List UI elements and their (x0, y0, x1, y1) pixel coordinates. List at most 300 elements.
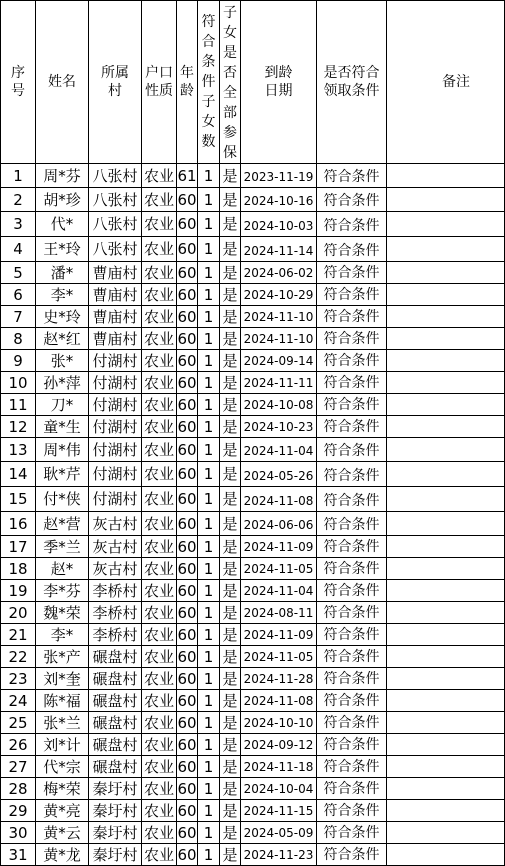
cell-name: 季*兰 (36, 536, 89, 558)
cell-eligible: 符合条件 (317, 394, 387, 416)
cell-eligible: 符合条件 (317, 306, 387, 328)
cell-remark (387, 844, 505, 866)
cell-insured: 是 (220, 372, 241, 394)
cell-village: 八张村 (89, 188, 142, 212)
table-row (1, 438, 505, 462)
cell-remark (387, 188, 505, 212)
cell-children: 1 (198, 602, 220, 624)
cell-children: 1 (198, 778, 220, 800)
table-row (1, 800, 505, 822)
cell-name: 代* (36, 212, 89, 237)
cell-eligible: 符合条件 (317, 734, 387, 756)
cell-remark (387, 646, 505, 668)
cell-insured: 是 (220, 536, 241, 558)
cell-remark (387, 487, 505, 512)
cell-insured: 是 (220, 438, 241, 462)
cell-seq: 1 (1, 164, 36, 188)
cell-children: 1 (198, 262, 220, 284)
cell-age: 60 (177, 395, 197, 414)
table-row (1, 394, 505, 416)
table-row (1, 164, 505, 188)
table-row (1, 306, 505, 328)
cell-insured: 是 (220, 237, 241, 262)
cell-age: 60 (177, 487, 198, 512)
cell-eligible: 符合条件 (317, 624, 387, 646)
cell-children: 1 (198, 646, 220, 668)
cell-remark (387, 164, 505, 188)
cell-date: 2023-11-19 (241, 164, 317, 188)
cell-insured: 是 (220, 328, 241, 350)
cell-remark (387, 668, 505, 690)
cell-village: 碾盘村 (89, 756, 142, 778)
cell-name: 魏*荣 (36, 602, 89, 624)
cell-eligible: 符合条件 (317, 668, 387, 690)
cell-age: 60 (177, 691, 197, 710)
cell-seq: 2 (1, 188, 36, 212)
cell-name: 刘*奎 (36, 668, 89, 690)
cell-date: 2024-10-23 (241, 416, 317, 438)
cell-age: 60 (177, 823, 197, 842)
cell-hukou: 农业 (142, 372, 177, 394)
cell-date: 2024-10-08 (241, 394, 317, 416)
cell-insured: 是 (220, 487, 241, 512)
cell-name: 李* (36, 624, 89, 646)
cell-village: 灰古村 (89, 512, 142, 536)
cell-date: 2024-10-29 (241, 284, 317, 306)
cell-children: 1 (198, 512, 220, 536)
cell-eligible: 符合条件 (317, 487, 387, 512)
cell-remark (387, 212, 505, 237)
cell-date: 2024-06-06 (241, 512, 317, 536)
cell-remark (387, 558, 505, 580)
cell-children: 1 (198, 212, 220, 237)
cell-remark (387, 690, 505, 712)
cell-insured: 是 (220, 690, 241, 712)
cell-remark (387, 734, 505, 756)
cell-name: 赵*营 (36, 512, 89, 536)
cell-seq: 31 (1, 844, 36, 866)
cell-eligible: 符合条件 (317, 512, 387, 536)
cell-seq: 27 (1, 756, 36, 778)
table-row (1, 602, 505, 624)
cell-children: 1 (198, 284, 220, 306)
cell-seq: 26 (1, 734, 36, 756)
cell-seq: 21 (1, 624, 36, 646)
cell-date: 2024-11-23 (241, 844, 317, 866)
cell-seq: 7 (1, 306, 36, 328)
table-row (1, 734, 505, 756)
cell-insured: 是 (220, 734, 241, 756)
cell-age: 60 (177, 263, 197, 282)
cell-children: 1 (198, 690, 220, 712)
cell-date: 2024-11-14 (241, 237, 317, 262)
cell-insured: 是 (220, 262, 241, 284)
cell-age: 60 (177, 779, 197, 798)
cell-children: 1 (198, 164, 220, 188)
cell-children: 1 (198, 822, 220, 844)
cell-hukou: 农业 (142, 328, 177, 350)
cell-hukou: 农业 (142, 188, 177, 212)
cell-name: 张*兰 (36, 712, 89, 734)
cell-name: 张* (36, 350, 89, 372)
cell-village: 秦圩村 (89, 822, 142, 844)
cell-seq: 13 (1, 438, 36, 462)
table-row (1, 188, 505, 212)
table-row (1, 668, 505, 690)
cell-date: 2024-11-05 (241, 558, 317, 580)
cell-children: 1 (198, 558, 220, 580)
cell-seq: 23 (1, 668, 36, 690)
header-eligible: 是否符合领取条件 (317, 1, 387, 164)
cell-insured: 是 (220, 462, 241, 487)
table-row (1, 646, 505, 668)
cell-date: 2024-11-11 (241, 372, 317, 394)
cell-name: 胡*珍 (36, 188, 89, 212)
cell-seq: 5 (1, 262, 36, 284)
cell-eligible: 符合条件 (317, 602, 387, 624)
cell-remark (387, 416, 505, 438)
cell-age: 60 (177, 417, 197, 436)
cell-remark (387, 237, 505, 262)
table-row (1, 328, 505, 350)
cell-seq: 28 (1, 778, 36, 800)
cell-village: 李桥村 (89, 580, 142, 602)
cell-insured: 是 (220, 778, 241, 800)
cell-eligible: 符合条件 (317, 328, 387, 350)
cell-age: 60 (177, 757, 197, 776)
cell-children: 1 (198, 712, 220, 734)
cell-hukou: 农业 (142, 462, 177, 487)
cell-insured: 是 (220, 306, 241, 328)
cell-date: 2024-11-18 (241, 756, 317, 778)
cell-remark (387, 778, 505, 800)
cell-village: 付湖村 (89, 416, 142, 438)
cell-village: 秦圩村 (89, 778, 142, 800)
cell-insured: 是 (220, 188, 241, 212)
cell-name: 潘* (36, 262, 89, 284)
cell-village: 曹庙村 (89, 284, 142, 306)
header-children: 符合条件子女数 (198, 1, 220, 164)
cell-hukou: 农业 (142, 756, 177, 778)
cell-remark (387, 306, 505, 328)
cell-village: 秦圩村 (89, 844, 142, 866)
cell-children: 1 (198, 734, 220, 756)
cell-remark (387, 624, 505, 646)
cell-hukou: 农业 (142, 438, 177, 462)
cell-eligible: 符合条件 (317, 350, 387, 372)
cell-insured: 是 (220, 558, 241, 580)
cell-village: 八张村 (89, 212, 142, 237)
header-date: 到龄日期 (241, 1, 317, 164)
cell-insured: 是 (220, 844, 241, 866)
cell-insured: 是 (220, 668, 241, 690)
cell-name: 付*侠 (36, 487, 89, 512)
cell-seq: 17 (1, 536, 36, 558)
cell-seq: 20 (1, 602, 36, 624)
cell-remark (387, 350, 505, 372)
cell-name: 孙*萍 (36, 372, 89, 394)
cell-age: 60 (177, 845, 197, 864)
cell-seq: 14 (1, 462, 36, 487)
cell-eligible: 符合条件 (317, 438, 387, 462)
cell-village: 付湖村 (89, 350, 142, 372)
cell-date: 2024-11-08 (241, 690, 317, 712)
cell-name: 黄*云 (36, 822, 89, 844)
cell-children: 1 (198, 756, 220, 778)
cell-date: 2024-10-10 (241, 712, 317, 734)
cell-children: 1 (198, 350, 220, 372)
cell-age: 60 (177, 285, 197, 304)
cell-village: 付湖村 (89, 487, 142, 512)
cell-age: 60 (177, 462, 198, 487)
cell-remark (387, 372, 505, 394)
cell-remark (387, 512, 505, 536)
table-row (1, 756, 505, 778)
cell-hukou: 农业 (142, 624, 177, 646)
cell-insured: 是 (220, 646, 241, 668)
cell-remark (387, 536, 505, 558)
cell-remark (387, 462, 505, 487)
cell-insured: 是 (220, 164, 241, 188)
cell-children: 1 (198, 536, 220, 558)
cell-date: 2024-06-02 (241, 262, 317, 284)
cell-children: 1 (198, 624, 220, 646)
cell-insured: 是 (220, 212, 241, 237)
cell-hukou: 农业 (142, 668, 177, 690)
cell-eligible: 符合条件 (317, 800, 387, 822)
cell-name: 黄*亮 (36, 800, 89, 822)
cell-eligible: 符合条件 (317, 164, 387, 188)
cell-date: 2024-09-14 (241, 350, 317, 372)
cell-hukou: 农业 (142, 164, 177, 188)
cell-insured: 是 (220, 624, 241, 646)
cell-village: 碾盘村 (89, 646, 142, 668)
cell-children: 1 (198, 580, 220, 602)
cell-age: 60 (177, 188, 198, 212)
cell-name: 代*宗 (36, 756, 89, 778)
cell-hukou: 农业 (142, 602, 177, 624)
cell-village: 李桥村 (89, 602, 142, 624)
cell-name: 刘*计 (36, 734, 89, 756)
header-hukou: 户口性质 (142, 1, 177, 164)
cell-children: 1 (198, 438, 220, 462)
cell-insured: 是 (220, 712, 241, 734)
cell-hukou: 农业 (142, 646, 177, 668)
cell-village: 灰古村 (89, 536, 142, 558)
cell-seq: 4 (1, 237, 36, 262)
cell-children: 1 (198, 188, 220, 212)
cell-seq: 11 (1, 394, 36, 416)
cell-date: 2024-05-26 (241, 462, 317, 487)
cell-eligible: 符合条件 (317, 188, 387, 212)
cell-village: 碾盘村 (89, 690, 142, 712)
cell-name: 赵*红 (36, 328, 89, 350)
cell-remark (387, 394, 505, 416)
cell-village: 碾盘村 (89, 734, 142, 756)
cell-seq: 3 (1, 212, 36, 237)
cell-hukou: 农业 (142, 394, 177, 416)
table-row (1, 487, 505, 512)
table-row (1, 416, 505, 438)
cell-date: 2024-08-11 (241, 602, 317, 624)
table-row (1, 580, 505, 602)
cell-age: 60 (177, 237, 198, 262)
cell-date: 2024-09-12 (241, 734, 317, 756)
cell-remark (387, 284, 505, 306)
cell-eligible: 符合条件 (317, 536, 387, 558)
cell-remark (387, 800, 505, 822)
table-row (1, 350, 505, 372)
cell-age: 60 (177, 212, 198, 237)
cell-date: 2024-11-15 (241, 800, 317, 822)
cell-eligible: 符合条件 (317, 756, 387, 778)
cell-name: 周*伟 (36, 438, 89, 462)
cell-village: 曹庙村 (89, 262, 142, 284)
cell-village: 碾盘村 (89, 712, 142, 734)
cell-insured: 是 (220, 822, 241, 844)
cell-hukou: 农业 (142, 536, 177, 558)
cell-date: 2024-11-10 (241, 306, 317, 328)
cell-eligible: 符合条件 (317, 712, 387, 734)
cell-insured: 是 (220, 800, 241, 822)
header-village: 所属村 (89, 1, 142, 164)
cell-eligible: 符合条件 (317, 844, 387, 866)
cell-date: 2024-05-09 (241, 822, 317, 844)
table-row (1, 778, 505, 800)
cell-remark (387, 580, 505, 602)
cell-hukou: 农业 (142, 237, 177, 262)
cell-name: 陈*福 (36, 690, 89, 712)
cell-date: 2024-11-04 (241, 580, 317, 602)
cell-age: 60 (177, 735, 197, 754)
cell-name: 张*产 (36, 646, 89, 668)
table-row (1, 512, 505, 536)
cell-eligible: 符合条件 (317, 416, 387, 438)
cell-age: 60 (177, 438, 198, 462)
cell-remark (387, 756, 505, 778)
header-age: 年龄 (177, 1, 198, 164)
cell-seq: 10 (1, 372, 36, 394)
cell-village: 秦圩村 (89, 800, 142, 822)
cell-hukou: 农业 (142, 306, 177, 328)
cell-age: 60 (177, 581, 197, 600)
cell-children: 1 (198, 844, 220, 866)
cell-name: 赵* (36, 558, 89, 580)
cell-hukou: 农业 (142, 212, 177, 237)
cell-name: 刀* (36, 394, 89, 416)
cell-hukou: 农业 (142, 558, 177, 580)
cell-age: 60 (177, 625, 197, 644)
cell-age: 60 (177, 351, 197, 370)
cell-village: 八张村 (89, 164, 142, 188)
cell-age: 60 (177, 669, 197, 688)
cell-name: 黄*龙 (36, 844, 89, 866)
table-row (1, 237, 505, 262)
cell-date: 2024-10-04 (241, 778, 317, 800)
cell-name: 李* (36, 284, 89, 306)
cell-date: 2024-11-08 (241, 487, 317, 512)
cell-eligible: 符合条件 (317, 237, 387, 262)
cell-village: 付湖村 (89, 462, 142, 487)
header-remark: 备注 (387, 1, 505, 164)
cell-children: 1 (198, 800, 220, 822)
cell-date: 2024-11-09 (241, 536, 317, 558)
cell-children: 1 (198, 328, 220, 350)
cell-eligible: 符合条件 (317, 372, 387, 394)
header-name: 姓名 (36, 1, 89, 164)
cell-age: 60 (177, 537, 197, 556)
cell-seq: 29 (1, 800, 36, 822)
cell-age: 60 (177, 559, 197, 578)
cell-insured: 是 (220, 284, 241, 306)
cell-hukou: 农业 (142, 512, 177, 536)
header-row (1, 1, 505, 164)
cell-seq: 8 (1, 328, 36, 350)
cell-age: 60 (177, 603, 197, 622)
table-row (1, 822, 505, 844)
cell-remark (387, 262, 505, 284)
cell-remark (387, 328, 505, 350)
cell-eligible: 符合条件 (317, 822, 387, 844)
cell-village: 八张村 (89, 237, 142, 262)
cell-children: 1 (198, 462, 220, 487)
cell-seq: 9 (1, 350, 36, 372)
cell-village: 李桥村 (89, 624, 142, 646)
cell-date: 2024-10-16 (241, 188, 317, 212)
cell-age: 60 (177, 373, 197, 392)
table-row (1, 536, 505, 558)
table-row (1, 624, 505, 646)
cell-eligible: 符合条件 (317, 212, 387, 237)
cell-village: 付湖村 (89, 394, 142, 416)
cell-seq: 15 (1, 487, 36, 512)
cell-seq: 18 (1, 558, 36, 580)
cell-age: 60 (177, 307, 197, 326)
cell-hukou: 农业 (142, 580, 177, 602)
cell-hukou: 农业 (142, 350, 177, 372)
table-row (1, 712, 505, 734)
cell-eligible: 符合条件 (317, 690, 387, 712)
cell-insured: 是 (220, 350, 241, 372)
cell-seq: 6 (1, 284, 36, 306)
cell-children: 1 (198, 394, 220, 416)
cell-village: 付湖村 (89, 438, 142, 462)
cell-insured: 是 (220, 512, 241, 536)
cell-age: 60 (177, 713, 197, 732)
cell-children: 1 (198, 416, 220, 438)
cell-hukou: 农业 (142, 822, 177, 844)
cell-name: 李*芬 (36, 580, 89, 602)
cell-seq: 16 (1, 512, 36, 536)
cell-date: 2024-11-09 (241, 624, 317, 646)
cell-eligible: 符合条件 (317, 462, 387, 487)
cell-seq: 30 (1, 822, 36, 844)
table-row (1, 262, 505, 284)
cell-insured: 是 (220, 416, 241, 438)
cell-seq: 12 (1, 416, 36, 438)
header-insured: 子女是否全部参保 (220, 1, 241, 164)
table-row (1, 212, 505, 237)
cell-date: 2024-11-28 (241, 668, 317, 690)
cell-insured: 是 (220, 756, 241, 778)
table-row (1, 462, 505, 487)
cell-children: 1 (198, 306, 220, 328)
cell-name: 史*玲 (36, 306, 89, 328)
cell-date: 2024-10-03 (241, 212, 317, 237)
table-row (1, 284, 505, 306)
cell-eligible: 符合条件 (317, 580, 387, 602)
cell-hukou: 农业 (142, 800, 177, 822)
